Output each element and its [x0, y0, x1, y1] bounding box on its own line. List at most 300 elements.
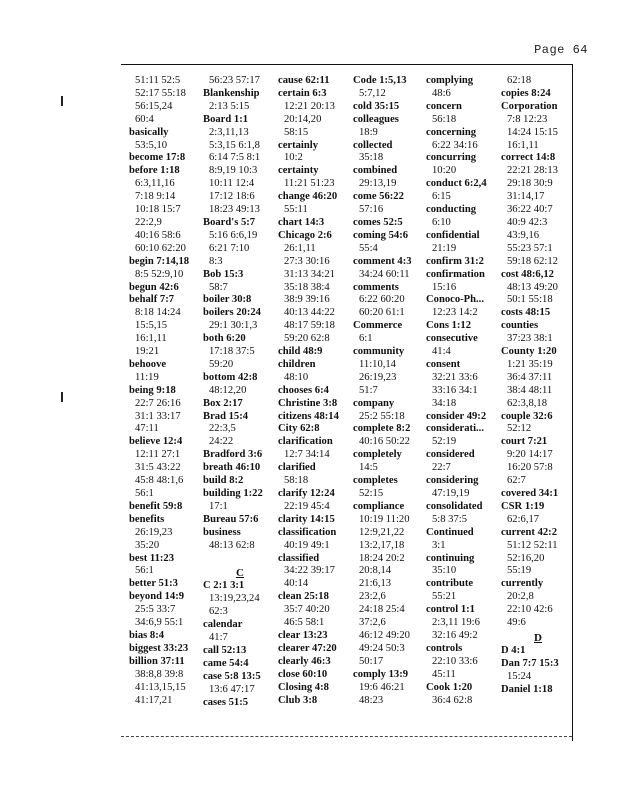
page-reference: 43:9,16 [507, 229, 540, 241]
page-reference: 48:23 [359, 694, 384, 706]
page-reference: 6:10 [432, 216, 451, 228]
index-term: continuing [426, 552, 475, 564]
page-reference: 48:10 [284, 371, 309, 383]
page-reference: 2:3,11 19:6 [432, 617, 480, 629]
index-term: cases 51:5 [203, 696, 249, 708]
index-term: combined [353, 165, 398, 177]
index-term: Bureau 57:6 [203, 513, 259, 525]
page-reference: 62:6,17 [507, 513, 540, 525]
page-reference: 62:3,8,18 [507, 397, 548, 409]
index-term: Board 1:1 [203, 113, 249, 125]
page-reference: 6:22 34:16 [432, 139, 478, 151]
page-reference: 22:2,9 [135, 216, 162, 228]
index-term: costs 48:15 [501, 307, 551, 319]
index-term: copies 8:24 [501, 87, 551, 99]
index-term: counties [501, 320, 539, 332]
page-reference: 40:9 42:3 [507, 216, 548, 228]
page-reference: 38:4 48:11 [507, 384, 553, 396]
page-reference: 5:16 6:6,19 [209, 229, 258, 241]
page-reference: 36:4 37:11 [507, 371, 553, 383]
index-term: Code 1:5,13 [353, 75, 407, 86]
index-term: came 54:4 [203, 657, 249, 669]
index-term: biggest 33:23 [129, 642, 189, 654]
page-reference: 56:1 [135, 565, 154, 577]
page-reference: 58:18 [284, 475, 309, 487]
index-term: Dan 7:7 15:3 [501, 657, 559, 669]
index-term: consider 49:2 [426, 410, 487, 422]
index-term: Box 2:17 [203, 397, 243, 409]
page-reference: 24:18 25:4 [359, 604, 405, 616]
index-term: begin 7:14,18 [129, 255, 190, 267]
page-reference: 52:12 [507, 423, 532, 435]
page-reference: 31:14,17 [507, 191, 545, 203]
page-reference: 53:5,10 [135, 139, 168, 151]
index-term: chooses 6:4 [278, 384, 329, 396]
index-term: Closing 4:8 [278, 681, 329, 693]
index-term: clarified [278, 462, 316, 474]
page-reference: 60:20 61:1 [359, 307, 405, 319]
index-term: building 1:22 [203, 488, 263, 499]
page-reference: 11:21 51:23 [284, 178, 335, 190]
page-reference: 38:9 39:16 [284, 294, 330, 306]
page-reference: 50:17 [359, 655, 384, 667]
page-reference: 50:1 55:18 [507, 294, 553, 306]
page-reference: 38:8,8 39:8 [135, 668, 184, 680]
index-term: begun 42:6 [129, 281, 179, 293]
page-reference: 11:10,14 [359, 358, 396, 370]
index-term: clarification [278, 436, 333, 448]
index-term: behalf 7:7 [129, 294, 175, 306]
page-reference: 29:1 30:1,3 [209, 320, 258, 332]
page-reference: 55:4 [359, 242, 378, 254]
page-reference: 19:21 [135, 346, 160, 358]
index-term: City 62:8 [278, 423, 320, 435]
page-reference: 8:9,19 10:3 [209, 165, 258, 177]
page-reference: 15:16 [432, 281, 457, 293]
index-term: comment 4:3 [353, 255, 412, 267]
index-term: Chicago 2:6 [278, 229, 332, 241]
page-reference: 51:11 52:5 [135, 75, 181, 86]
index-term: company [353, 397, 395, 409]
page-reference: 40:19 49:1 [284, 539, 330, 551]
index-term: business [203, 526, 241, 538]
page-reference: 12:11 27:1 [135, 449, 181, 461]
page-reference: 35:7 40:20 [284, 604, 330, 616]
index-term: boiler 30:8 [203, 294, 252, 306]
page-reference: 29:18 30:9 [507, 178, 553, 190]
page-reference: 32:16 49:2 [432, 629, 478, 641]
page-reference: 16:1,11 [507, 139, 539, 151]
page-reference: 17:12 18:6 [209, 191, 255, 203]
page-reference: 26:1,11 [284, 242, 316, 254]
page-reference: 20:2,8 [507, 591, 534, 603]
index-term: clarity 14:15 [278, 513, 335, 525]
index-term: Continued [426, 526, 474, 538]
page-reference: 8:3 [209, 255, 223, 267]
page-reference: 27:3 30:16 [284, 255, 330, 267]
index-term: consolidated [426, 500, 483, 512]
page-reference: 13:2,17,18 [359, 539, 405, 551]
index-term: Board's 5:7 [203, 216, 256, 228]
index-term: change 46:20 [278, 191, 338, 203]
page-reference: 37:23 38:1 [507, 333, 553, 345]
index-term: basically [129, 126, 169, 138]
page-reference: 2:13 5:15 [209, 100, 250, 112]
index-term: correct 14:8 [501, 152, 556, 164]
index-term: children [278, 358, 316, 370]
page-reference: 51:7 [359, 384, 378, 396]
page-reference: 46:5 58:1 [284, 617, 325, 629]
page-reference: 62:18 [507, 75, 532, 86]
page-reference: 59:20 62:8 [284, 333, 330, 345]
index-term: bias 8:4 [129, 629, 165, 641]
index-term: community [353, 346, 405, 358]
index-term: conducting [426, 204, 477, 216]
index-term: Brad 15:4 [203, 410, 249, 422]
page-reference: 62:3 [209, 606, 228, 618]
page-reference: 10:11 12:4 [209, 178, 255, 190]
page-reference: 55:19 [507, 565, 532, 577]
page-reference [203, 553, 277, 566]
index-term: Commerce [353, 320, 403, 332]
page-reference: 31:1 33:17 [135, 410, 181, 422]
index-term: Cook 1:20 [426, 681, 473, 693]
index-term: concern [426, 100, 462, 112]
index-term: classification [278, 526, 337, 538]
page-reference: 10:18 15:7 [135, 204, 181, 216]
index-term: Bradford 3:6 [203, 449, 263, 461]
page-reference: 58:7 [209, 281, 228, 293]
index-term: considerati... [426, 423, 484, 435]
page-reference: 45:8 48:1,6 [135, 475, 184, 487]
index-term: behoove [129, 358, 167, 370]
page-reference: 17:18 37:5 [209, 346, 255, 358]
page-reference: 34:24 60:11 [359, 268, 410, 280]
index-term: couple 32:6 [501, 410, 553, 422]
index-term: considering [426, 475, 479, 487]
page-reference: 6:14 7:5 8:1 [209, 152, 261, 164]
page-reference: 8:18 14:24 [135, 307, 181, 319]
page-reference: 56:15,24 [135, 100, 173, 112]
page-reference: 35:20 [135, 539, 160, 551]
index-column [129, 75, 203, 707]
page-reference: 56:18 [432, 113, 457, 125]
page-reference: 59:18 62:12 [507, 255, 558, 267]
page-reference: 25:5 33:7 [135, 604, 176, 616]
page-reference: 48:13 49:20 [507, 281, 558, 293]
page-reference: 6:21 7:10 [209, 242, 250, 254]
index-term: collected [353, 139, 393, 151]
index-term: Daniel 1:18 [501, 683, 553, 695]
index-term: breath 46:10 [203, 462, 261, 474]
page-reference: 41:7 [209, 631, 228, 643]
margin-tick [61, 392, 63, 402]
index-term: current 42:2 [501, 526, 557, 538]
page-reference: 52:16,20 [507, 552, 545, 564]
index-term: both 6:20 [203, 333, 246, 345]
page-reference: 10:2 [284, 152, 303, 164]
page-number: Page 64 [534, 43, 588, 57]
page-reference: 18:23 49:13 [209, 204, 260, 216]
page-reference: 6:22 60:20 [359, 294, 405, 306]
index-term: Club 3:8 [278, 694, 318, 706]
page-reference: 12:9,21,22 [359, 526, 405, 538]
page-reference: 22:10 42:6 [507, 604, 553, 616]
page-reference: 8:5 52:9,10 [135, 268, 184, 280]
index-term: D 4:1 [501, 644, 526, 656]
page-reference: 58:15 [284, 126, 309, 138]
index-term: completely [353, 449, 402, 461]
index-term: County 1:20 [501, 346, 557, 358]
page-reference: 51:12 52:11 [507, 539, 558, 551]
page-reference: 40:16 58:6 [135, 229, 181, 241]
page-reference: 10:20 [432, 165, 457, 177]
index-term: contribute [426, 578, 474, 590]
index-term: compliance [353, 500, 405, 512]
index-term: believe 12:4 [129, 436, 183, 448]
index-term: clearly 46:3 [278, 655, 331, 667]
index-term: clear 13:23 [278, 629, 328, 641]
page-reference: 18:24 20:2 [359, 552, 405, 564]
index-term: build 8:2 [203, 475, 244, 487]
page-reference: 41:17,21 [135, 694, 173, 706]
index-term: complete 8:2 [353, 423, 411, 435]
page-reference: 26:19,23 [359, 371, 397, 383]
index-column [278, 75, 352, 707]
page-reference: 25:2 55:18 [359, 410, 405, 422]
page-reference: 52:15 [359, 488, 384, 499]
index-term: being 9:18 [129, 384, 176, 396]
page-reference: 35:18 38:4 [284, 281, 330, 293]
page-reference: 35:10 [432, 565, 457, 577]
page-reference: 20:8,14 [359, 565, 392, 577]
page-reference: 21:19 [432, 242, 457, 254]
index-term: benefits [129, 513, 165, 525]
margin-tick [61, 96, 63, 106]
page-reference: 31:5 43:22 [135, 462, 181, 474]
index-term: comments [353, 281, 399, 293]
index-term: currently [501, 578, 544, 590]
page-reference: 46:12 49:20 [359, 629, 410, 641]
section-letter: D [534, 631, 542, 644]
index-term: control 1:1 [426, 604, 475, 616]
index-column [203, 75, 277, 709]
page-reference: 41:4 [432, 346, 451, 358]
page-reference: 1:21 35:19 [507, 358, 553, 370]
page-reference: 9:20 14:17 [507, 449, 553, 461]
index-term: concurring [426, 152, 477, 164]
index-term: confirmation [426, 268, 485, 280]
index-term: call 52:13 [203, 644, 247, 656]
page-reference: 22:10 33:6 [432, 655, 478, 667]
index-term: Blankenship [203, 87, 260, 99]
page-reference: 13:19,23,24 [209, 593, 260, 605]
index-term: certainty [278, 165, 319, 177]
page-reference: 3:1 [432, 539, 446, 551]
page-reference: 47:19,19 [432, 488, 470, 499]
page-reference: 19:6 46:21 [359, 681, 405, 693]
index-term: cost 48:6,12 [501, 268, 554, 280]
page-reference: 12:7 34:14 [284, 449, 330, 461]
index-term: Christine 3:8 [278, 397, 338, 409]
page-reference: 56:1 [135, 488, 154, 499]
index-term: consecutive [426, 333, 478, 345]
page-reference: 33:16 34:1 [432, 384, 478, 396]
index-term: confidential [426, 229, 480, 241]
page-reference: 41:13,15,15 [135, 681, 186, 693]
index-term: cause 62:11 [278, 75, 330, 86]
page-reference: 12:23 14:2 [432, 307, 478, 319]
page-reference: 37:2,6 [359, 617, 386, 629]
index-term: comes 52:5 [353, 216, 403, 228]
page-reference: 60:4 [135, 113, 154, 125]
page-reference: 13:6 47:17 [209, 683, 255, 695]
index-term: Conoco-Ph... [426, 294, 484, 306]
index-term: CSR 1:19 [501, 500, 545, 512]
page-reference: 60:10 62:20 [135, 242, 186, 254]
page-reference: 6:3,11,16 [135, 178, 175, 190]
page-reference: 55:11 [284, 204, 308, 216]
page-reference: 31:13 34:21 [284, 268, 335, 280]
index-term: colleagues [353, 113, 399, 125]
index-term: before 1:18 [129, 165, 180, 177]
page-reference: 5:3,15 6:1,8 [209, 139, 260, 151]
page-reference: 18:9 [359, 126, 378, 138]
page-reference: 48:6 [432, 87, 451, 99]
index-term: close 60:10 [278, 668, 328, 680]
word-index [121, 64, 573, 741]
page-reference: 16:1,11 [135, 333, 167, 345]
index-term: conduct 6:2,4 [426, 178, 487, 190]
index-term: beyond 14:9 [129, 591, 185, 603]
index-term: court 7:21 [501, 436, 548, 448]
page-reference: 21:6,13 [359, 578, 392, 590]
page-reference: 57:16 [359, 204, 384, 216]
page-reference: 15:24 [507, 670, 532, 682]
index-term: clean 25:18 [278, 591, 329, 603]
index-term: better 51:3 [129, 578, 178, 590]
index-term: citizens 48:14 [278, 410, 339, 422]
index-term: comply 13:9 [353, 668, 409, 680]
index-term: C 2:1 3:1 [203, 580, 245, 592]
page-reference: 48:12,20 [209, 384, 247, 396]
section-letter: C [236, 567, 244, 580]
index-term: covered 34:1 [501, 488, 559, 499]
page-reference: 62:7 [507, 475, 526, 487]
page-reference: 14:24 15:15 [507, 126, 558, 138]
index-term: boilers 20:24 [203, 307, 261, 319]
index-term: confirm 31:2 [426, 255, 484, 267]
index-term: concerning [426, 126, 477, 138]
page-reference: 40:13 44:22 [284, 307, 335, 319]
page-reference: 36:4 62:8 [432, 694, 473, 706]
index-term: certain 6:3 [278, 87, 327, 99]
page-reference: 24:22 [209, 436, 234, 448]
index-term: clearer 47:20 [278, 642, 337, 654]
index-term: cold 35:15 [353, 100, 400, 112]
page-reference: 6:1 [359, 333, 373, 345]
page-reference: 20:14,20 [284, 113, 322, 125]
page-reference: 59:20 [209, 358, 234, 370]
index-term: case 5:8 13:5 [203, 670, 261, 682]
index-term: complying [426, 75, 474, 86]
page-reference: 52:17 55:18 [135, 87, 186, 99]
page-reference: 23:2,6 [359, 591, 386, 603]
page-reference: 29:13,19 [359, 178, 397, 190]
index-term: become 17:8 [129, 152, 186, 164]
page-reference: 34:22 39:17 [284, 565, 335, 577]
page-reference: 40:14 [284, 578, 309, 590]
page-reference: 49:6 [507, 617, 526, 629]
index-term: Bob 15:3 [203, 268, 244, 280]
page-reference: 34:6,9 55:1 [135, 617, 184, 629]
page-reference: 55:21 [432, 591, 457, 603]
page-reference: 48:13 62:8 [209, 539, 255, 551]
page-reference: 49:24 50:3 [359, 642, 405, 654]
page-reference: 6:15 [432, 191, 451, 203]
index-term: clarify 12:24 [278, 488, 335, 499]
page-reference: 16:20 57:8 [507, 462, 553, 474]
page-reference: 2:3,11,13 [209, 126, 249, 138]
index-term: come 56:22 [353, 191, 404, 203]
index-term: controls [426, 642, 463, 654]
page-reference: 40:16 50:22 [359, 436, 410, 448]
index-term: Cons 1:12 [426, 320, 472, 332]
page-reference: 22:3,5 [209, 423, 236, 435]
page-reference: 11:19 [135, 371, 159, 383]
page-reference: 32:21 33:6 [432, 371, 478, 383]
index-term: best 11:23 [129, 552, 175, 564]
page-reference: 55:23 57:1 [507, 242, 553, 254]
page-reference: 14:5 [359, 462, 378, 474]
page-reference: 22:7 26:16 [135, 397, 181, 409]
page-reference: 7:18 9:14 [135, 191, 176, 203]
page-reference: 34:18 [432, 397, 457, 409]
index-term: completes [353, 475, 398, 487]
page-reference: 5:8 37:5 [432, 513, 468, 525]
page-reference: 56:23 57:17 [209, 75, 260, 86]
page-reference: 22:7 [432, 462, 451, 474]
page-reference: 36:22 40:7 [507, 204, 553, 216]
footer-rule [121, 736, 572, 739]
page-reference: 10:19 11:20 [359, 513, 410, 525]
page-reference: 48:17 59:18 [284, 320, 335, 332]
index-term: chart 14:3 [278, 216, 325, 228]
index-column [426, 75, 500, 707]
page-reference: 47:11 [135, 423, 159, 435]
page-reference: 15:5,15 [135, 320, 168, 332]
index-term: consent [426, 358, 461, 370]
index-term: classified [278, 552, 320, 564]
index-term: Corporation [501, 100, 558, 112]
index-term: certainly [278, 139, 319, 151]
index-term: considered [426, 449, 475, 461]
page-reference: 17:1 [209, 500, 228, 512]
index-term: benefit 59:8 [129, 500, 183, 512]
index-term: bottom 42:8 [203, 371, 258, 383]
page-reference: 52:19 [432, 436, 457, 448]
index-term: child 48:9 [278, 346, 323, 358]
index-term: calendar [203, 619, 243, 631]
index-column [353, 75, 427, 707]
page-reference: 22:21 28:13 [507, 165, 558, 177]
index-term: coming 54:6 [353, 229, 409, 241]
page-reference: 7:8 12:23 [507, 113, 548, 125]
page-reference: 35:18 [359, 152, 384, 164]
page-reference: 12:21 20:13 [284, 100, 335, 112]
index-term: billion 37:11 [129, 655, 185, 667]
page-reference: 45:11 [432, 668, 456, 680]
